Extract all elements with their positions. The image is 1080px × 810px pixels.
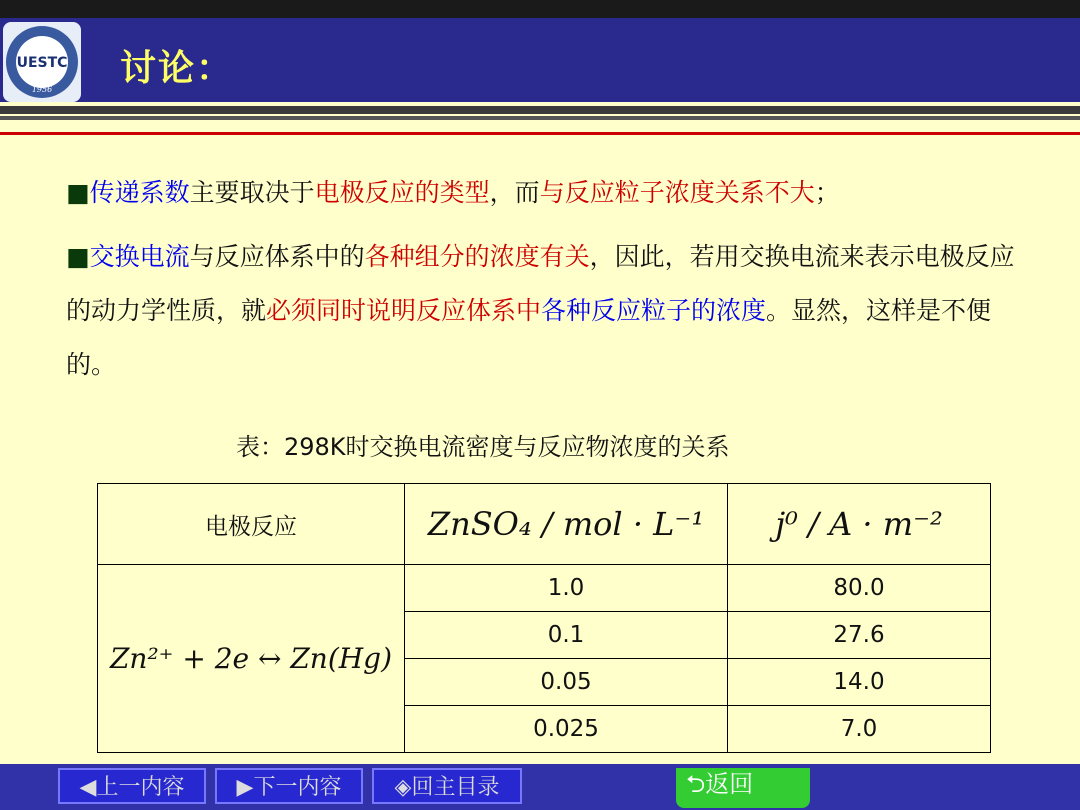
back-button[interactable]: ⮌返回	[676, 768, 810, 808]
paragraph-2: ■交换电流与反应体系中的各种组分的浓度有关，因此，若用交换电流来表示电极反应的动力学性质，就必须同时说明反应体系中各种反应粒子的浓度。显然，这样是不便的。	[66, 242, 1015, 379]
j0-cell: 27.6	[728, 612, 991, 659]
bullet-2: ■	[66, 242, 90, 271]
logo-text: UESTC	[16, 55, 68, 71]
header-concentration: ZnSO₄ / mol · L⁻¹	[405, 484, 728, 565]
table-caption: 表：298K时交换电流密度与反应物浓度的关系	[236, 433, 730, 461]
prev-content-button[interactable]: ◀上一内容	[58, 768, 206, 804]
bullet-1: ■	[66, 178, 90, 207]
conc-cell: 0.05	[405, 659, 728, 706]
divider-dark	[0, 106, 1080, 114]
j0-cell: 7.0	[728, 706, 991, 753]
data-table	[97, 483, 991, 753]
logo-year: 1956	[31, 85, 53, 94]
header-exchange-current: j⁰ / A · m⁻²	[728, 484, 991, 565]
conc-cell: 1.0	[405, 565, 728, 612]
divider-gray	[0, 116, 1080, 120]
main-menu-button[interactable]: ◈回主目录	[372, 768, 522, 804]
reaction-cell: Zn²⁺ + 2e ↔ Zn(Hg)	[98, 565, 405, 753]
header-reaction: 电极反应	[98, 484, 405, 565]
uestc-logo	[3, 22, 81, 102]
j0-cell: 14.0	[728, 659, 991, 706]
conc-cell: 0.025	[405, 706, 728, 753]
divider-red	[0, 132, 1080, 135]
j0-cell: 80.0	[728, 565, 991, 612]
conc-cell: 0.1	[405, 612, 728, 659]
paragraph-1: ■传递系数主要取决于电极反应的类型，而与反应粒子浓度关系不大；	[66, 178, 840, 207]
page-title: 讨论：	[120, 48, 235, 89]
next-content-button[interactable]: ▶下一内容	[215, 768, 363, 804]
top-strip	[0, 0, 1080, 18]
